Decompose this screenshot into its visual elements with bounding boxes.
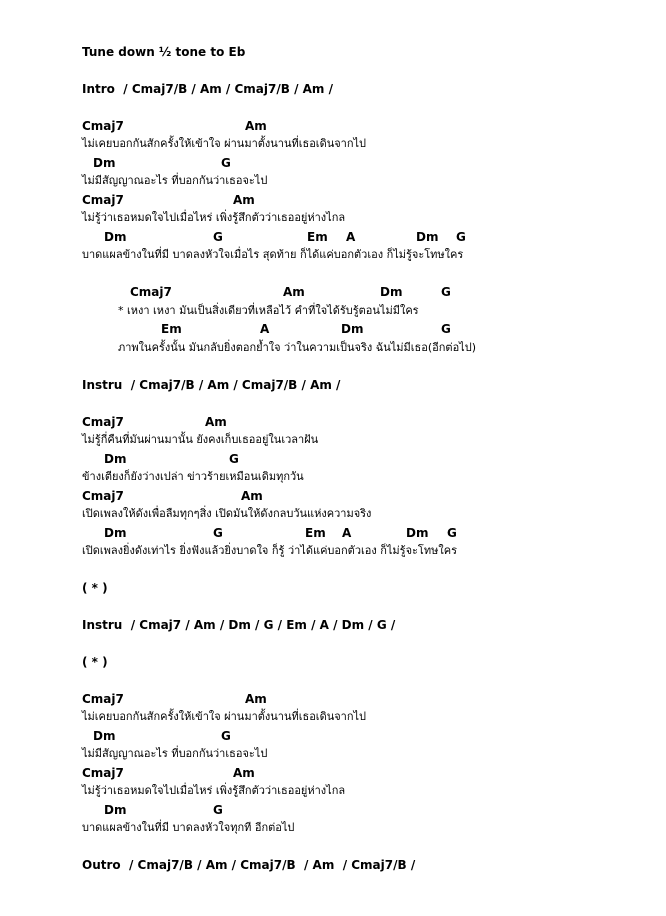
lyric-line: เปิดเพลงให้ดังเพื่อลืมทุกๆสิ่ง เปิดมันให้ดังกลบวันแห่งความจริง bbox=[82, 507, 372, 520]
instrumental-line: Instru / Cmaj7 / Am / Dm / G / Em / A / Dm / G / bbox=[82, 618, 396, 632]
chord: Dm bbox=[341, 322, 364, 336]
chord: Dm bbox=[380, 285, 403, 299]
lyric-line: ไม่รู้กี่คืนที่มันผ่านมานั้น ยังคงเก็บเธออยู่ในเวลาฝัน bbox=[82, 433, 319, 446]
intro-line: Intro / Cmaj7/B / Am / Cmaj7/B / Am / bbox=[82, 82, 333, 96]
chord: A bbox=[260, 322, 270, 336]
chord: G bbox=[441, 285, 451, 299]
lyric-line: ข้างเตียงก็ยังว่างเปล่า ข่าวร้ายเหมือนเดิมทุกวัน bbox=[82, 470, 304, 483]
lyric-line: ไม่เคยบอกกันสักครั้งให้เข้าใจ ผ่านมาตั้งนานที่เธอเดินจากไป bbox=[82, 137, 367, 150]
instrumental-line: Instru / Cmaj7/B / Am / Cmaj7/B / Am / bbox=[82, 378, 341, 392]
chord: Am bbox=[205, 415, 227, 429]
lyric-line: เปิดเพลงยิ่งดังเท่าไร ยิ่งฟังแล้วยิ่งบาดใจ ก็รู้ ว่าได้แค่บอกตัวเอง ก็ไม่รู้จะโทษใคร bbox=[82, 544, 457, 557]
lyric-line: ไม่มีสัญญาณอะไร ที่บอกกันว่าเธอจะไป bbox=[82, 747, 268, 760]
chord: Dm bbox=[104, 526, 127, 540]
outro-line: Outro / Cmaj7/B / Am / Cmaj7/B / Am / Cmaj7/B / bbox=[82, 858, 416, 872]
tuning-note: Tune down ½ tone to Eb bbox=[82, 45, 246, 59]
chord: Em bbox=[161, 322, 182, 336]
chord: Cmaj7 bbox=[82, 415, 124, 429]
chord: A bbox=[346, 230, 356, 244]
lyric-line: ไม่รู้ว่าเธอหมดใจไปเมื่อไหร่ เพิ่งรู้สึกตัวว่าเธออยู่ห่างไกล bbox=[82, 211, 346, 224]
chord: A bbox=[342, 526, 352, 540]
chord: Cmaj7 bbox=[82, 692, 124, 706]
chord: G bbox=[447, 526, 457, 540]
chord: Cmaj7 bbox=[82, 119, 124, 133]
chord: Am bbox=[233, 193, 255, 207]
chord: G bbox=[221, 729, 231, 743]
chord: Dm bbox=[406, 526, 429, 540]
chord: G bbox=[441, 322, 451, 336]
chorus-repeat-marker: ( * ) bbox=[82, 581, 108, 595]
chord: Am bbox=[245, 119, 267, 133]
chord: Am bbox=[245, 692, 267, 706]
chord: Em bbox=[307, 230, 328, 244]
chord: Cmaj7 bbox=[82, 193, 124, 207]
chord: Dm bbox=[416, 230, 439, 244]
chord: Dm bbox=[93, 156, 116, 170]
chord: Cmaj7 bbox=[82, 766, 124, 780]
chord: Am bbox=[283, 285, 305, 299]
lyric-line: ไม่มีสัญญาณอะไร ที่บอกกันว่าเธอจะไป bbox=[82, 174, 268, 187]
chord: G bbox=[221, 156, 231, 170]
chord: G bbox=[229, 452, 239, 466]
chord: Dm bbox=[104, 230, 127, 244]
chord: G bbox=[213, 230, 223, 244]
lyric-line: บาดแผลข้างในที่มี บาดลงหัวใจทุกที อีกต่อไป bbox=[82, 821, 295, 834]
chord: Dm bbox=[93, 729, 116, 743]
chord: Cmaj7 bbox=[82, 489, 124, 503]
chord: Am bbox=[233, 766, 255, 780]
lyric-line: ไม่รู้ว่าเธอหมดใจไปเมื่อไหร่ เพิ่งรู้สึกตัวว่าเธออยู่ห่างไกล bbox=[82, 784, 346, 797]
chord: G bbox=[213, 803, 223, 817]
chord: G bbox=[456, 230, 466, 244]
chorus-repeat-marker: ( * ) bbox=[82, 655, 108, 669]
lyric-line: ภาพในครั้งนั้น มันกลับยิ่งตอกย้ำใจ ว่าในความเป็นจริง ฉันไม่มีเธอ(อีกต่อไป) bbox=[118, 341, 476, 354]
chord: Cmaj7 bbox=[130, 285, 172, 299]
lyric-line: ไม่เคยบอกกันสักครั้งให้เข้าใจ ผ่านมาตั้งนานที่เธอเดินจากไป bbox=[82, 710, 367, 723]
lyric-line: * เหงา เหงา มันเป็นสิ่งเดียวที่เหลือไว้ คำที่ใจได้รับรู้ตอนไม่มีใคร bbox=[118, 304, 419, 317]
lyric-line: บาดแผลข้างในที่มี บาดลงหัวใจเมื่อไร สุดท้าย ก็ได้แค่บอกตัวเอง ก็ไม่รู้จะโทษใคร bbox=[82, 248, 464, 261]
chord: Dm bbox=[104, 452, 127, 466]
chord: Em bbox=[305, 526, 326, 540]
chord: G bbox=[213, 526, 223, 540]
chord: Dm bbox=[104, 803, 127, 817]
chord: Am bbox=[241, 489, 263, 503]
